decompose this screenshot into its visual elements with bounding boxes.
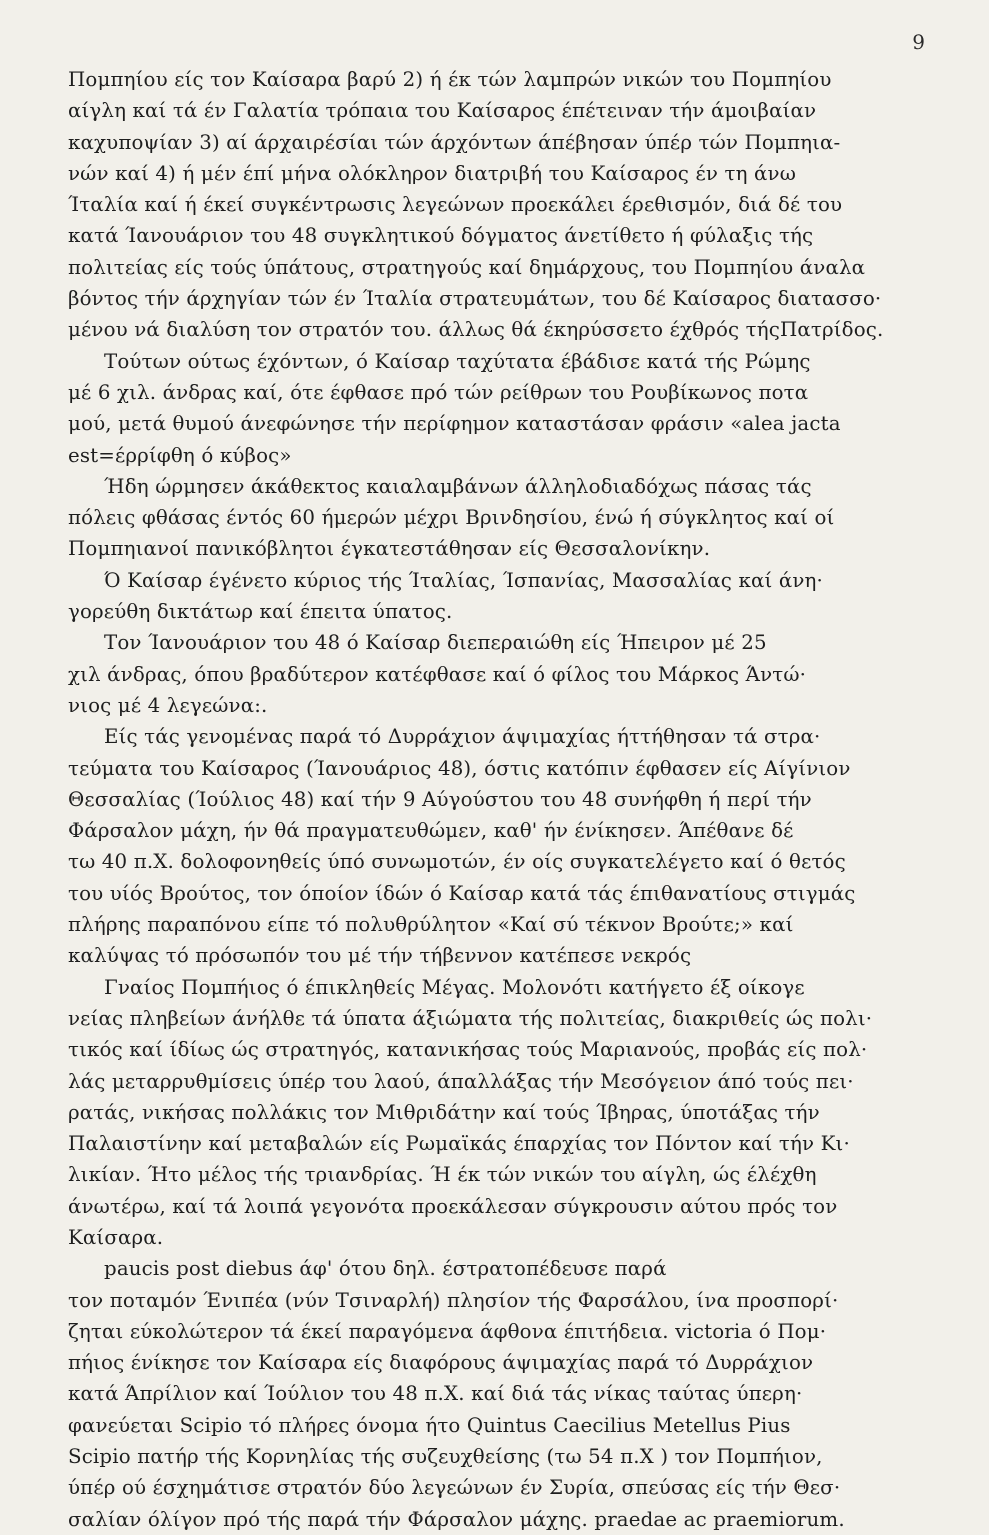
text-line: Γναίος Πομπήιος ό έπικληθείς Μέγας. Μολονότι κατήγετο έξ οίκογε: [104, 975, 805, 999]
text-line: Θεσσαλίας (Ίούλιος 48) καί τήν 9 Αύγούστου του 48 συνήφθη ή περί τήν: [68, 787, 812, 811]
text-line: Ίταλία καί ή έκεί συγκέντρωσις λεγεώνων προεκάλει έρεθισμόν, διά δέ του: [68, 193, 843, 217]
text-line: πλήρης παραπόνου είπε τό πολυθρύλητον «Καί σύ τέκνον Βρούτε;» καί: [68, 913, 794, 937]
text-line: λικίαν. Ήτο μέλος τής τριανδρίας. Ή έκ τών νικών του αίγλη, ώς έλέχθη: [68, 1163, 817, 1187]
text-line: Τον Ίανουάριον του 48 ό Καίσαρ διεπεραιώθη είς Ήπειρον μέ 25: [104, 631, 767, 655]
text-line: Ήδη ώρμησεν άκάθεκτος καιαλαμβάνων άλληλοδιαδόχως πάσας τάς: [104, 474, 812, 498]
text-line: κατά Άπρίλιον καί Ίούλιον του 48 π.Χ. καί διά τάς νίκας ταύτας ύπερη·: [68, 1382, 803, 1406]
text-line: μέ 6 χιλ. άνδρας καί, ότε έφθασε πρό τών ρείθρων του Ρουβίκωνος ποτα: [68, 380, 809, 404]
text-line: ρατάς, νικήσας πολλάκις τον Μιθριδάτην καί τούς Ίβηρας, ύποτάξας τήν: [68, 1100, 820, 1124]
text-line: est=έρρίφθη ό κύβος»: [68, 443, 292, 467]
text-line: πολιτείας είς τούς ύπάτους, στρατηγούς καί δημάρχους, του Πομπηίου άναλα: [68, 255, 866, 279]
text-line: μού, μετά θυμού άνεφώνησε τήν περίφημον καταστάσαν φράσιν «alea jacta: [68, 412, 841, 436]
text-line: Ό Καίσαρ έγένετο κύριος τής Ίταλίας, Ίσπανίας, Μασσαλίας καί άνη·: [104, 568, 823, 592]
text-line: τω 40 π.Χ. δολοφονηθείς ύπό συνωμοτών, έν οίς συγκατελέγετο καί ό θετός: [68, 850, 846, 874]
text-line: ύπέρ ού έσχημάτισε στρατόν δύο λεγεώνων έν Συρία, σπεύσας είς τήν Θεσ·: [68, 1476, 841, 1500]
text-line: φανεύεται Scipio τό πλήρες όνομα ήτο Quintus Caecilius Metellus Pius: [68, 1413, 791, 1437]
text-line: τικός καί ίδίως ώς στρατηγός, κατανικήσας τούς Μαριανούς, προβάς είς πολ·: [68, 1038, 868, 1062]
text-line: γορεύθη δικτάτωρ καί έπειτα ύπατος.: [68, 600, 453, 624]
text-line: paucis post diebus άφ' ότου δηλ. έστρατοπέδευσε παρά: [104, 1257, 667, 1281]
text-line: χιλ άνδρας, όπου βραδύτερον κατέφθασε καί ό φίλος του Μάρκος Άντώ·: [68, 662, 807, 686]
text-line: Είς τάς γενομένας παρά τό Δυρράχιον άψιμαχίας ήττήθησαν τά στρα·: [104, 725, 821, 749]
text-line: κατά Ίανουάριον του 48 συγκλητικού δόγματος άνετίθετο ή φύλαξις τής: [68, 224, 814, 248]
text-line: τον ποταμόν Ένιπέα (νύν Τσιναρλή) πλησίον τής Φαρσάλου, ίνα προσπορί·: [68, 1288, 839, 1312]
page-number: 9: [912, 30, 925, 54]
text-line: σαλίαν όλίγον πρό τής παρά τήν Φάρσαλον μάχης. praedae ac praemiorum.: [68, 1507, 845, 1531]
text-line: πόλεις φθάσας έντός 60 ήμερών μέχρι Βρινδησίου, ένώ ή σύγκλητος καί οί: [68, 506, 835, 530]
text-line: Φάρσαλον μάχη, ήν θά πραγματευθώμεν, καθ' ήν ένίκησεν. Άπέθανε δέ: [68, 819, 794, 843]
text-line: νείας πληβείων άνήλθε τά ύπατα άξιώματα τής πολιτείας, διακριθείς ώς πολι·: [68, 1006, 873, 1030]
text-line: τεύματα του Καίσαρος (Ίανουάριος 48), όστις κατόπιν έφθασεν είς Αίγίνιον: [68, 756, 851, 780]
text-line: καχυποψίαν 3) αί άρχαιρέσίαι τών άρχόντων άπέβησαν ύπέρ τών Πομπηια-: [68, 130, 841, 154]
text-line: μένου νά διαλύση τον στρατόν του. άλλως θά έκηρύσσετο έχθρός τήςΠατρίδος.: [68, 318, 884, 342]
text-line: καλύψας τό πρόσωπόν του μέ τήν τήβεννον κατέπεσε νεκρός: [68, 944, 692, 968]
text-line: βόντος τήν άρχηγίαν τών έν Ίταλία στρατευμάτων, του δέ Καίσαρος διατασσο·: [68, 287, 882, 311]
text-line: νών καί 4) ή μέν έπί μήνα ολόκληρον διατριβή του Καίσαρος έν τη άνω: [68, 161, 796, 185]
text-line: Scipio πατήρ τής Κορνηλίας τής συζευχθείσης (τω 54 π.Χ ) τον Πομπήιον,: [68, 1445, 823, 1469]
text-line: ζηται εύκολώτερον τά έκεί παραγόμενα άφθονα έπιτήδεια. victoria ό Πομ·: [68, 1319, 827, 1343]
text-line: Παλαιστίνην καί μεταβαλών είς Ρωμαϊκάς έπαρχίας τον Πόντον καί τήν Κι·: [68, 1132, 850, 1156]
text-line: αίγλη καί τά έν Γαλατία τρόπαια του Καίσαρος έπέτειναν τήν άμοιβαίαν: [68, 99, 817, 123]
text-line: Πομπηίου είς τον Καίσαρα βαρύ 2) ή έκ τών λαμπρών νικών του Πομπηίου: [68, 68, 832, 91]
text-line: πήιος ένίκησε τον Καίσαρα είς διαφόρους άψιμαχίας παρά τό Δυρράχιον: [68, 1351, 814, 1375]
text-line: λάς μεταρρυθμίσεις ύπέρ του λαού, άπαλλάξας τήν Μεσόγειον άπό τούς πει·: [68, 1069, 854, 1093]
body-text: [68, 64, 938, 1535]
text-line: νιος μέ 4 λεγεώνα:.: [68, 693, 268, 717]
text-line: Καίσαρα.: [68, 1225, 164, 1249]
text-line: άνωτέρω, καί τά λοιπά γεγονότα προεκάλεσαν σύγκρουσιν αύτου πρός τον: [68, 1194, 838, 1218]
text-line: Τούτων ούτως έχόντων, ό Καίσαρ ταχύτατα έβάδισε κατά τής Ρώμης: [104, 349, 811, 373]
text-line: του υίός Βρούτος, τον όποίον ίδών ό Καίσαρ κατά τάς έπιθανατίους στιγμάς: [68, 881, 856, 905]
text-line: Πομπηιανοί πανικόβλητοι έγκατεστάθησαν είς Θεσσαλονίκην.: [68, 537, 711, 561]
